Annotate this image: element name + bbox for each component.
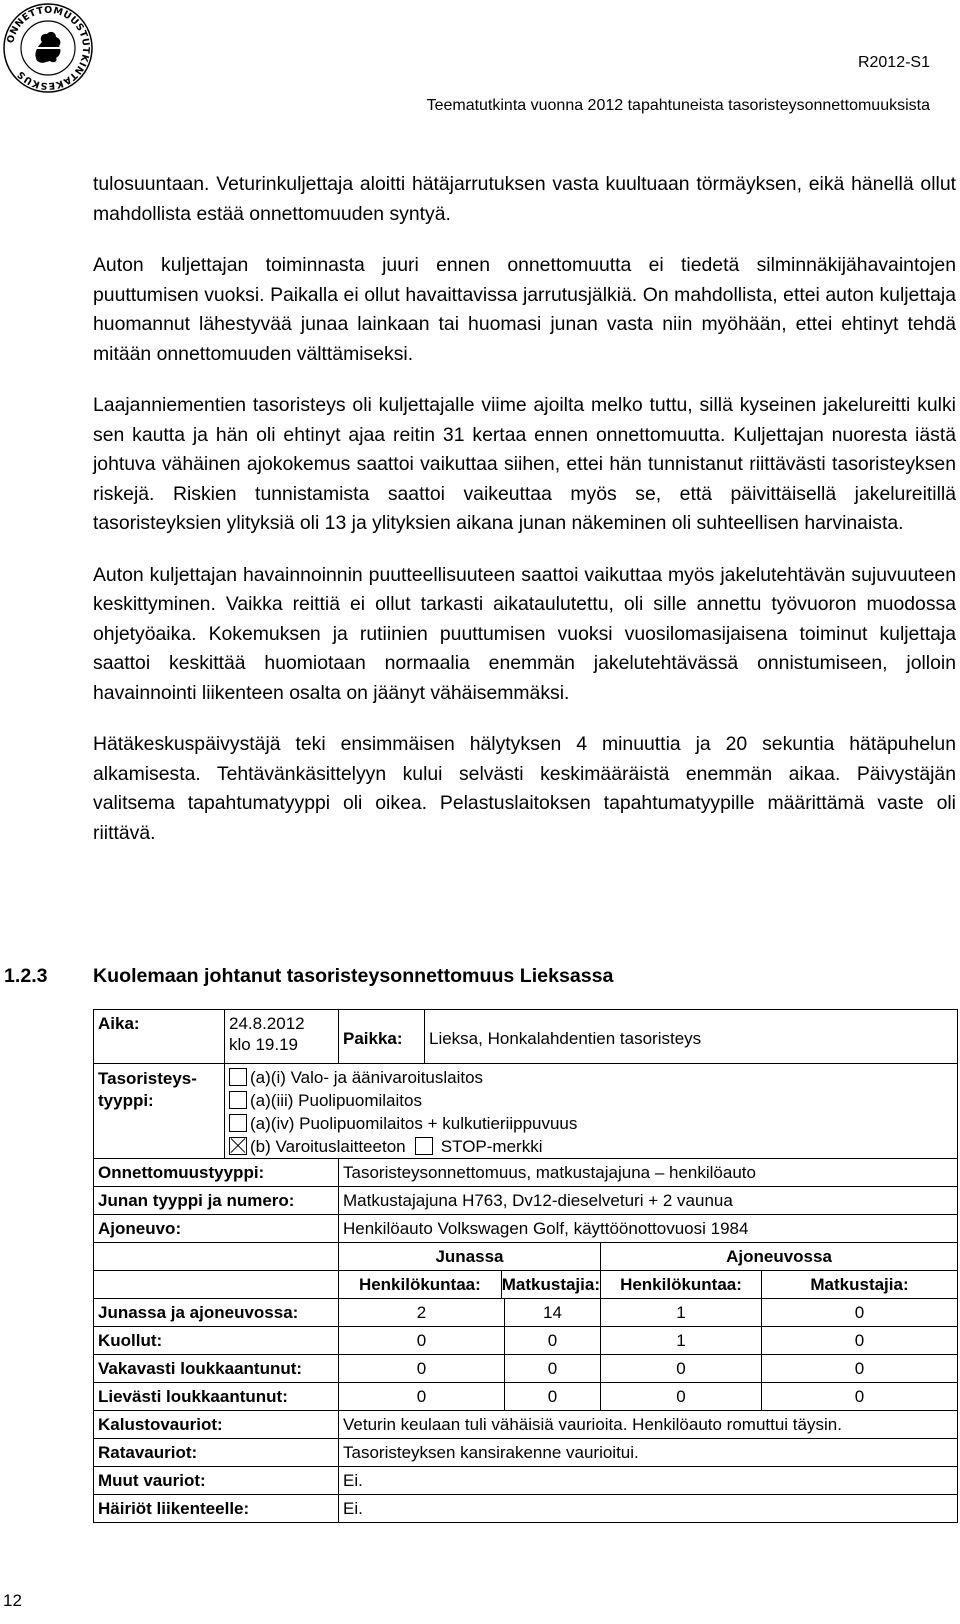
traffic-disruption-value: Ei. [339,1495,958,1523]
group-header-vehicle: Ajoneuvossa [601,1243,958,1271]
cell-value: 0 [339,1383,505,1410]
value-pair [339,1355,601,1383]
cell-value: 0 [854,1359,865,1378]
table-row [94,1355,958,1383]
cell-value: 0 [854,1303,865,1322]
section-number: 1.2.3 [4,965,48,987]
table-row [94,1299,958,1327]
table-row [94,1467,958,1495]
row-label: Kuollut: [94,1327,339,1355]
value-pair [601,1355,958,1383]
col-passengers: Matkustajia: [501,1275,600,1294]
cell-value: 0 [854,1331,865,1350]
table-row [94,1439,958,1467]
value-pair [339,1299,601,1327]
cell-value: 0 [854,1387,865,1406]
option-row: (a)(iii) Puolipuomilaitos [229,1089,953,1112]
cell-value: 2 [339,1299,505,1326]
table-row [94,1159,958,1187]
checkbox-unchecked [229,1068,247,1086]
checkbox-unchecked [229,1114,247,1132]
cell-value: 0 [547,1387,558,1406]
table-row [94,1010,958,1064]
table-row [94,1243,958,1271]
crossing-type-options [225,1064,958,1159]
value-pair [339,1327,601,1355]
empty-cell [94,1271,339,1299]
cell-value: 0 [601,1355,762,1382]
section-title: Kuolemaan johtanut tasoristeysonnettomuus Lieksassa [93,965,614,987]
time-value [225,1010,339,1064]
paragraph: Laajanniementien tasoristeys oli kuljettajalle viime ajoilta melko tuttu, sillä kyseinen jakelureitti kulki sen kautta ja hän oli ehtinyt ajaa reitin 31 kertaa ennen onnettomuutta. Kuljettajan nuoresta iästä johtuva vähäinen ajokokemus saattoi vaikuttaa siihen, ettei hän tunnistanut riittävästi tasoristeyksen riskejä. Riskien tunnistamista saattoi vaikeuttaa myös se, että päivittäisellä jakelureitillä tasoristeyksien ylityksiä oli 13 ja ylityksien aikana junan näkeminen oli suhteellisen harvinaista. [93,394,956,534]
paragraph: Auton kuljettajan havainnoinnin puutteellisuuteen saattoi vaikuttaa myös jakelutehtävän sujuvuuteen keskittyminen. Vaikka reittiä ei ollut tarkasti aikataulutettu, oli sille annettu työvuoron muodossa ohjetyöaika. Kokemuksen ja rutiinien puuttumisen vuoksi vuosilomasijaisena toiminut kuljettaja saattoi keskittää huomiotaan normaalia enemmän jakelutehtävässä onnistumiseen, jolloin havainnointi liikenteen osalta on jäänyt vähäisemmäksi. [93,563,956,704]
cell-value: 0 [339,1327,505,1354]
value-pair [601,1327,958,1355]
table-row [94,1411,958,1439]
value-pair [339,1383,601,1411]
vehicle-label: Ajoneuvo: [94,1215,339,1243]
table-row [94,1327,958,1355]
col-staff: Henkilökuntaa: [601,1271,762,1298]
value-pair [601,1383,958,1411]
table-row [94,1495,958,1523]
accident-type-value: Tasoristeysonnettomuus, matkustajajuna – henkilöauto [339,1159,958,1187]
col-staff: Henkilökuntaa: [339,1271,502,1298]
date-value: 24.8.2012 [229,1014,305,1033]
cell-value: 0 [547,1359,558,1378]
paragraph: tulosuuntaan. Veturinkuljettaja aloitti hätäjarrutuksen vasta kuultuaan törmäyksen, eikä hänellä ollut mahdollista estää onnettomuuden syntyä. [93,173,956,225]
table-row [94,1215,958,1243]
option-row: (a)(iv) Puolipuomilaitos + kulkutieriippuvuus [229,1112,953,1135]
table-row [94,1383,958,1411]
cell-value: 14 [543,1303,562,1322]
train-value: Matkustajajuna H763, Dv12-dieselveturi + 2 vaunua [339,1187,958,1215]
option-row: (b) Varoituslaitteeton STOP-merkki [229,1135,953,1158]
traffic-disruption-label: Häiriöt liikenteelle: [94,1495,339,1523]
row-label: Junassa ja ajoneuvossa: [94,1299,339,1327]
time-label: Aika: [94,1010,225,1064]
cell-value: 1 [601,1327,762,1354]
cell-value: 0 [339,1355,505,1382]
train-label: Junan tyyppi ja numero: [94,1187,339,1215]
subheader-pair [339,1271,601,1299]
checkbox-unchecked [229,1091,247,1109]
stop-sign-option: STOP-merkki [440,1137,543,1156]
option-row: (a)(i) Valo- ja äänivaroituslaitos [229,1066,953,1089]
table-row [94,1187,958,1215]
col-passengers: Matkustajia: [810,1275,909,1294]
empty-cell [94,1243,339,1271]
subheader-pair [601,1271,958,1299]
agency-logo [0,0,96,96]
checkbox-checked [229,1137,247,1155]
row-label: Vakavasti loukkaantunut: [94,1355,339,1383]
cell-value: 1 [601,1299,762,1326]
accident-info-table [93,1009,958,1523]
value-pair [601,1299,958,1327]
other-damage-label: Muut vauriot: [94,1467,339,1495]
track-damage-value: Tasoristeyksen kansirakenne vaurioitui. [339,1439,958,1467]
other-damage-value: Ei. [339,1467,958,1495]
place-label: Paikka: [339,1010,425,1064]
vehicle-value: Henkilöauto Volkswagen Golf, käyttöönottovuosi 1984 [339,1215,958,1243]
place-value: Lieksa, Honkalahdentien tasoristeys [425,1010,958,1064]
rolling-stock-damage-label: Kalustovauriot: [94,1411,339,1439]
table-row [94,1271,958,1299]
report-code: R2012-S1 [857,54,930,71]
page-number: 12 [3,1591,22,1610]
paragraph: Hätäkeskuspäivystäjä teki ensimmäisen hälytyksen 4 minuuttia ja 20 sekuntia hätäpuhelun alkamisesta. Tehtävänkäsittelyyn kului selvästi keskimääräistä enemmän aikaa. Päivystäjän valitsema tapahtumatyyppi oli oikea. Pelastuslaitoksen tapahtumatyypille määrittämä vaste oli riittävä. [93,733,956,844]
cell-value: 0 [601,1383,762,1410]
row-label: Lievästi loukkaantunut: [94,1383,339,1411]
body-text [93,170,956,870]
crossing-type-label: Tasoristeys- tyyppi: [94,1064,225,1159]
svg-text:ONNETTOMUUSTUTKINTAKESKUS: ONNETTOMUUSTUTKINTAKESKUS [5,4,92,92]
cell-value: 0 [547,1331,558,1350]
clock-value: klo 19.19 [229,1035,298,1054]
table-row [94,1064,958,1159]
report-title: Teematutkinta vuonna 2012 tapahtuneista tasoristeysonnettomuuksista [426,97,930,114]
accident-type-label: Onnettomuustyyppi: [94,1159,339,1187]
checkbox-unchecked [415,1137,433,1155]
rolling-stock-damage-value: Veturin keulaan tuli vähäisiä vaurioita. Henkilöauto romuttui täysin. [339,1411,958,1439]
group-header-train: Junassa [339,1243,601,1271]
paragraph: Auton kuljettajan toiminnasta juuri ennen onnettomuutta ei tiedetä silminnäkijähavaintojen puuttumisen vuoksi. Paikalla ei ollut havaittavissa jarrutusjälkiä. On mahdollista, ettei auton kuljettaja huomannut lähestyvää junaa lainkaan tai huomasi junan vasta niin myöhään, ettei ehtinyt tehdä mitään onnettomuuden välttämiseksi. [93,254,956,365]
track-damage-label: Ratavauriot: [94,1439,339,1467]
